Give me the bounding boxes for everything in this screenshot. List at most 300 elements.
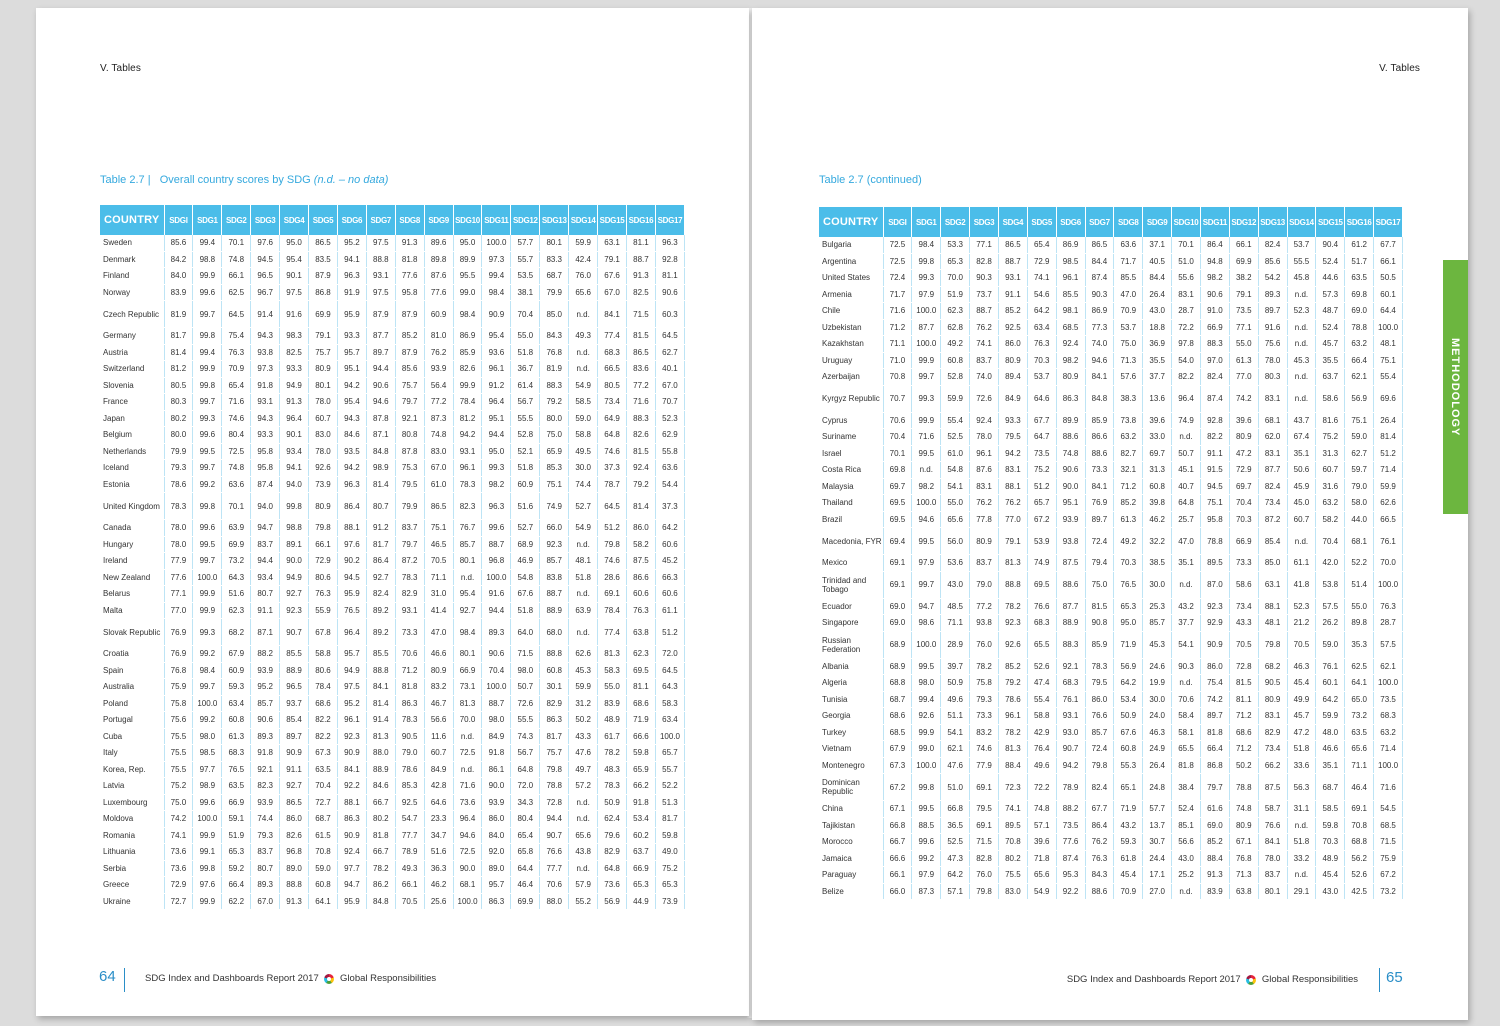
score-cell: 36.7 (511, 361, 540, 378)
score-cell: 76.6 (540, 844, 569, 861)
score-cell: 83.2 (424, 679, 453, 696)
score-cell: 38.5 (1143, 555, 1172, 572)
score-cell: 79.9 (395, 493, 424, 520)
score-cell: 72.8 (540, 794, 569, 811)
score-cell: 93.9 (482, 794, 511, 811)
column-header-sdg4: SDG4 (998, 207, 1027, 237)
score-cell: 76.7 (453, 520, 482, 537)
score-cell: 93.9 (251, 794, 280, 811)
score-cell: 99.4 (482, 268, 511, 285)
score-cell: 74.6 (222, 410, 251, 427)
score-cell: 74.9 (1027, 555, 1056, 572)
score-cell: 52.8 (511, 427, 540, 444)
score-cell: 78.0 (164, 536, 193, 553)
score-cell: 71.2 (883, 319, 912, 336)
score-cell: 91.2 (482, 377, 511, 394)
score-cell: 71.2 (1229, 708, 1258, 725)
score-cell: 84.6 (366, 778, 395, 795)
score-cell: 95.4 (482, 328, 511, 345)
score-cell: 84.9 (998, 385, 1027, 412)
score-cell: 47.6 (941, 757, 970, 774)
country-name: Tajikistan (819, 817, 883, 834)
score-cell: 72.9 (164, 877, 193, 894)
score-cell: 53.7 (1287, 237, 1316, 253)
score-cell: 81.1 (655, 268, 684, 285)
score-cell: 65.4 (511, 827, 540, 844)
score-cell: 63.8 (627, 619, 656, 646)
score-cell: 94.4 (251, 553, 280, 570)
score-cell: 99.8 (193, 328, 222, 345)
table-row (819, 495, 1403, 512)
score-cell: 50.2 (569, 712, 598, 729)
country-name: Albania (819, 658, 883, 675)
score-cell: 90.7 (1056, 741, 1085, 758)
score-cell: 91.4 (366, 712, 395, 729)
score-cell: 54.4 (655, 476, 684, 493)
score-cell: 65.3 (1114, 598, 1143, 615)
score-cell: 63.5 (309, 761, 338, 778)
column-header-sdg7: SDG7 (366, 205, 395, 235)
score-cell: 23.3 (424, 811, 453, 828)
table-body (100, 235, 685, 910)
score-cell: 81.7 (366, 536, 395, 553)
score-cell: 87.0 (1200, 571, 1229, 598)
score-cell: 97.9 (912, 867, 941, 884)
score-cell: 64.6 (1027, 385, 1056, 412)
score-cell: 76.1 (1374, 528, 1403, 555)
country-name: Costa Rica (819, 462, 883, 479)
score-cell: 71.9 (1114, 801, 1143, 818)
score-cell: 88.3 (1056, 631, 1085, 658)
score-cell: 94.8 (1200, 253, 1229, 270)
score-cell: 60.9 (511, 476, 540, 493)
country-name: Switzerland (100, 361, 164, 378)
score-cell: 77.3 (1085, 319, 1114, 336)
score-cell: 93.1 (1056, 708, 1085, 725)
score-cell: 94.2 (337, 377, 366, 394)
country-name: Greece (100, 877, 164, 894)
score-cell: 63.4 (655, 712, 684, 729)
score-cell: 76.0 (970, 631, 999, 658)
score-cell: 64.5 (598, 493, 627, 520)
score-cell: 83.1 (998, 462, 1027, 479)
score-cell: 51.3 (655, 794, 684, 811)
score-cell: 48.5 (941, 598, 970, 615)
score-cell: 45.3 (1287, 352, 1316, 369)
score-cell: 59.3 (1114, 834, 1143, 851)
score-cell: 99.3 (193, 410, 222, 427)
score-cell: 87.9 (366, 301, 395, 328)
score-cell: 55.2 (569, 893, 598, 910)
score-cell: 31.6 (1316, 478, 1345, 495)
score-cell: 67.1 (1229, 834, 1258, 851)
score-cell: 56.3 (1287, 774, 1316, 801)
score-cell: 86.9 (453, 328, 482, 345)
score-cell: 98.4 (453, 301, 482, 328)
score-cell: 86.0 (627, 520, 656, 537)
score-cell: 99.4 (193, 344, 222, 361)
score-cell: 80.3 (164, 394, 193, 411)
score-cell: 29.1 (1287, 883, 1316, 900)
score-cell: 63.2 (1374, 724, 1403, 741)
score-cell: 75.4 (222, 328, 251, 345)
score-cell: 54.2 (1258, 270, 1287, 287)
score-cell: 71.9 (627, 712, 656, 729)
score-cell: 75.1 (424, 520, 453, 537)
score-cell: 77.6 (164, 569, 193, 586)
score-cell: 99.3 (193, 619, 222, 646)
score-cell: 99.7 (912, 571, 941, 598)
score-cell: 86.5 (309, 235, 338, 251)
score-cell: 99.8 (280, 493, 309, 520)
column-header-sdg13: SDG13 (540, 205, 569, 235)
score-cell: 76.5 (337, 602, 366, 619)
column-header-sdg12: SDG12 (1229, 207, 1258, 237)
score-cell: 58.1 (1172, 724, 1201, 741)
score-cell: 79.3 (251, 827, 280, 844)
score-cell: 50.9 (1114, 708, 1143, 725)
table-row (100, 728, 685, 745)
footer-title: SDG Index and Dashboards Report 2017 (145, 973, 319, 984)
table-row (100, 619, 685, 646)
column-header-sdg1: SDG1 (912, 207, 941, 237)
table-row (819, 724, 1403, 741)
score-cell: 86.5 (998, 237, 1027, 253)
score-cell: 65.3 (655, 877, 684, 894)
score-cell: 73.4 (1229, 598, 1258, 615)
score-cell: 45.7 (1287, 708, 1316, 725)
score-cell: 99.8 (193, 377, 222, 394)
score-cell: 86.5 (627, 344, 656, 361)
score-cell: 84.4 (1085, 253, 1114, 270)
score-cell: 66.1 (1374, 253, 1403, 270)
score-cell: 81.2 (164, 361, 193, 378)
country-name: Canada (100, 520, 164, 537)
score-cell: 66.0 (883, 883, 912, 900)
score-cell: 47.6 (569, 745, 598, 762)
score-cell: 73.5 (1027, 445, 1056, 462)
score-cell: 74.8 (1027, 801, 1056, 818)
score-cell: n.d. (569, 860, 598, 877)
score-cell: 47.0 (1114, 286, 1143, 303)
score-cell: 70.3 (1027, 352, 1056, 369)
score-cell: 65.3 (941, 253, 970, 270)
column-header-sdg6: SDG6 (1056, 207, 1085, 237)
score-cell: 74.6 (970, 741, 999, 758)
score-cell: 99.9 (912, 412, 941, 429)
score-cell: 78.3 (453, 476, 482, 493)
score-cell: 76.2 (998, 495, 1027, 512)
scores-table-right (819, 207, 1403, 900)
score-cell: 70.0 (941, 270, 970, 287)
score-cell: 96.3 (482, 493, 511, 520)
score-cell: 84.8 (1085, 385, 1114, 412)
score-cell: 77.7 (395, 827, 424, 844)
score-cell: 99.6 (193, 427, 222, 444)
score-cell: 86.3 (482, 893, 511, 910)
score-cell: 82.8 (970, 253, 999, 270)
score-cell: 90.3 (1172, 658, 1201, 675)
score-cell: 90.0 (482, 778, 511, 795)
score-cell: 99.6 (482, 520, 511, 537)
score-cell: 93.1 (366, 268, 395, 285)
score-cell: 85.4 (1258, 528, 1287, 555)
score-cell: 84.6 (337, 427, 366, 444)
score-cell: 85.4 (280, 712, 309, 729)
score-cell: 65.3 (222, 844, 251, 861)
table-row (100, 427, 685, 444)
score-cell: 67.2 (883, 774, 912, 801)
score-cell: 90.3 (1085, 286, 1114, 303)
score-cell: 86.6 (1085, 429, 1114, 446)
score-cell: 97.6 (193, 877, 222, 894)
scores-table-left (100, 205, 685, 910)
score-cell: 75.1 (1200, 495, 1229, 512)
score-cell: 88.1 (998, 478, 1027, 495)
score-cell: 99.0 (912, 741, 941, 758)
score-cell: 69.6 (1374, 385, 1403, 412)
score-cell: 99.9 (193, 361, 222, 378)
score-cell: n.d. (569, 536, 598, 553)
score-cell: 63.5 (1345, 724, 1374, 741)
score-cell: 79.7 (395, 536, 424, 553)
score-cell: 85.9 (1085, 412, 1114, 429)
table-row (819, 336, 1403, 353)
score-cell: 60.8 (1143, 478, 1172, 495)
score-cell: 89.9 (453, 251, 482, 268)
score-cell: 69.0 (1200, 817, 1229, 834)
score-cell: 61.8 (1114, 850, 1143, 867)
column-header-sdg14: SDG14 (1287, 207, 1316, 237)
score-cell: 52.2 (1345, 555, 1374, 572)
score-cell: 24.8 (1143, 774, 1172, 801)
score-cell: 61.2 (1345, 237, 1374, 253)
score-cell: 87.9 (395, 344, 424, 361)
score-cell: 95.8 (1200, 511, 1229, 528)
score-cell: 62.7 (1345, 445, 1374, 462)
score-cell: 94.3 (337, 410, 366, 427)
country-name: United States (819, 270, 883, 287)
score-cell: 46.5 (424, 536, 453, 553)
score-cell: 31.1 (1287, 801, 1316, 818)
column-header-sdg3: SDG3 (251, 205, 280, 235)
score-cell: 72.2 (1027, 774, 1056, 801)
score-cell: 92.6 (998, 631, 1027, 658)
table-row (100, 328, 685, 345)
score-cell: 76.4 (1027, 741, 1056, 758)
score-cell: 58.7 (1258, 801, 1287, 818)
score-cell: 47.0 (424, 619, 453, 646)
score-cell: 24.4 (1143, 850, 1172, 867)
score-cell: 76.5 (222, 761, 251, 778)
score-cell: 90.4 (1316, 237, 1345, 253)
score-cell: 78.2 (998, 724, 1027, 741)
score-cell: 59.8 (627, 745, 656, 762)
score-cell: 63.7 (1316, 369, 1345, 386)
score-cell: 86.6 (627, 569, 656, 586)
score-cell: 65.4 (222, 377, 251, 394)
table-row (100, 377, 685, 394)
score-cell: 85.9 (453, 344, 482, 361)
score-cell: 92.7 (453, 602, 482, 619)
score-cell: 53.4 (627, 811, 656, 828)
score-cell: 85.6 (164, 235, 193, 251)
score-cell: 59.9 (941, 385, 970, 412)
column-header-sdg17: SDG17 (655, 205, 684, 235)
country-name: Malta (100, 602, 164, 619)
score-cell: 92.3 (280, 602, 309, 619)
column-header-sdg8: SDG8 (395, 205, 424, 235)
score-cell: 94.6 (1085, 352, 1114, 369)
score-cell: 50.6 (1287, 462, 1316, 479)
score-cell: 86.0 (1085, 691, 1114, 708)
score-cell: 73.6 (453, 794, 482, 811)
score-cell: 81.6 (1316, 412, 1345, 429)
score-cell: 46.6 (1316, 741, 1345, 758)
table-row (100, 443, 685, 460)
score-cell: 69.1 (1345, 801, 1374, 818)
score-cell: 25.2 (1172, 867, 1201, 884)
table-row (100, 695, 685, 712)
score-cell: 69.5 (883, 495, 912, 512)
score-cell: 88.8 (366, 662, 395, 679)
column-header-sdg9: SDG9 (424, 205, 453, 235)
score-cell: 26.4 (1374, 412, 1403, 429)
score-cell: 93.1 (395, 602, 424, 619)
score-cell: 69.9 (1229, 253, 1258, 270)
score-cell: 97.9 (912, 286, 941, 303)
score-cell: 94.4 (366, 361, 395, 378)
table-row (100, 877, 685, 894)
score-cell: 99.2 (193, 646, 222, 663)
score-cell: 66.8 (883, 817, 912, 834)
score-cell: 80.1 (453, 553, 482, 570)
score-cell: 85.7 (540, 553, 569, 570)
score-cell: 49.3 (395, 860, 424, 877)
score-cell: 91.1 (251, 602, 280, 619)
score-cell: 98.3 (280, 328, 309, 345)
score-cell: 13.6 (1143, 385, 1172, 412)
score-cell: 51.8 (1287, 741, 1316, 758)
score-cell: 43.7 (1287, 412, 1316, 429)
score-cell: 13.7 (1143, 817, 1172, 834)
score-cell: 65.9 (540, 443, 569, 460)
score-cell: 100.0 (482, 679, 511, 696)
score-cell: 80.4 (222, 427, 251, 444)
score-cell: 54.6 (1027, 286, 1056, 303)
score-cell: 58.5 (1316, 801, 1345, 818)
score-cell: 88.8 (998, 571, 1027, 598)
score-cell: 92.1 (251, 761, 280, 778)
score-cell: 35.1 (1172, 555, 1201, 572)
score-cell: 66.2 (627, 778, 656, 795)
score-cell: 93.1 (453, 443, 482, 460)
score-cell: 81.5 (1085, 598, 1114, 615)
score-cell: 59.9 (569, 679, 598, 696)
score-cell: 52.4 (1316, 253, 1345, 270)
score-cell: 91.8 (627, 794, 656, 811)
score-cell: 87.4 (1085, 270, 1114, 287)
score-cell: 77.1 (1229, 319, 1258, 336)
score-cell: 11.6 (424, 728, 453, 745)
score-cell: 99.2 (912, 850, 941, 867)
score-cell: 88.9 (366, 761, 395, 778)
score-cell: 62.3 (941, 303, 970, 320)
score-cell: n.d. (1287, 336, 1316, 353)
score-cell: 92.6 (912, 708, 941, 725)
country-name: Vietnam (819, 741, 883, 758)
score-cell: 96.1 (970, 445, 999, 462)
score-cell: 88.4 (1200, 850, 1229, 867)
score-cell: 98.4 (453, 619, 482, 646)
score-cell: 94.7 (251, 520, 280, 537)
score-cell: 68.2 (222, 619, 251, 646)
score-cell: 27.0 (1143, 883, 1172, 900)
score-cell: 73.5 (1229, 303, 1258, 320)
score-cell: 56.7 (511, 745, 540, 762)
score-cell: 60.7 (1287, 511, 1316, 528)
score-cell: 70.5 (1229, 631, 1258, 658)
score-cell: 96.1 (337, 712, 366, 729)
score-cell: 92.7 (366, 569, 395, 586)
score-cell: 95.0 (1114, 615, 1143, 632)
score-cell: 66.1 (222, 268, 251, 285)
score-cell: 99.3 (482, 460, 511, 477)
score-cell: 99.6 (193, 794, 222, 811)
score-cell: 70.4 (309, 778, 338, 795)
score-cell: 64.8 (598, 427, 627, 444)
score-cell: 74.0 (1085, 336, 1114, 353)
country-name: Paraguay (819, 867, 883, 884)
score-cell: 78.8 (1200, 528, 1229, 555)
score-cell: 51.6 (424, 844, 453, 861)
score-cell: 84.0 (482, 827, 511, 844)
score-cell: 71.5 (511, 646, 540, 663)
score-cell: 81.3 (998, 741, 1027, 758)
table-row (819, 741, 1403, 758)
table-row (819, 445, 1403, 462)
score-cell: 84.1 (1258, 834, 1287, 851)
score-cell: 62.9 (655, 427, 684, 444)
table-row (100, 476, 685, 493)
score-cell: 67.8 (309, 619, 338, 646)
table-row (100, 553, 685, 570)
score-cell: 87.3 (912, 883, 941, 900)
score-cell: 71.6 (627, 394, 656, 411)
score-cell: 97.5 (337, 679, 366, 696)
score-cell: 76.3 (309, 586, 338, 603)
score-cell: 91.6 (1258, 319, 1287, 336)
score-cell: 84.1 (1085, 369, 1114, 386)
score-cell: 56.9 (1114, 658, 1143, 675)
score-cell: 93.5 (337, 443, 366, 460)
score-cell: 77.6 (424, 284, 453, 301)
score-cell: 67.3 (309, 745, 338, 762)
score-cell: 81.8 (1200, 724, 1229, 741)
score-cell: 80.0 (164, 427, 193, 444)
score-cell: 88.3 (1200, 336, 1229, 353)
score-cell: 85.2 (1200, 834, 1229, 851)
score-cell: 86.2 (366, 877, 395, 894)
score-cell: 68.9 (883, 631, 912, 658)
score-cell: 51.6 (511, 493, 540, 520)
table-row (100, 893, 685, 910)
score-cell: 59.0 (309, 860, 338, 877)
score-cell: 100.0 (193, 811, 222, 828)
country-name: Algeria (819, 675, 883, 692)
score-cell: 62.1 (1345, 369, 1374, 386)
score-cell: 97.6 (337, 536, 366, 553)
